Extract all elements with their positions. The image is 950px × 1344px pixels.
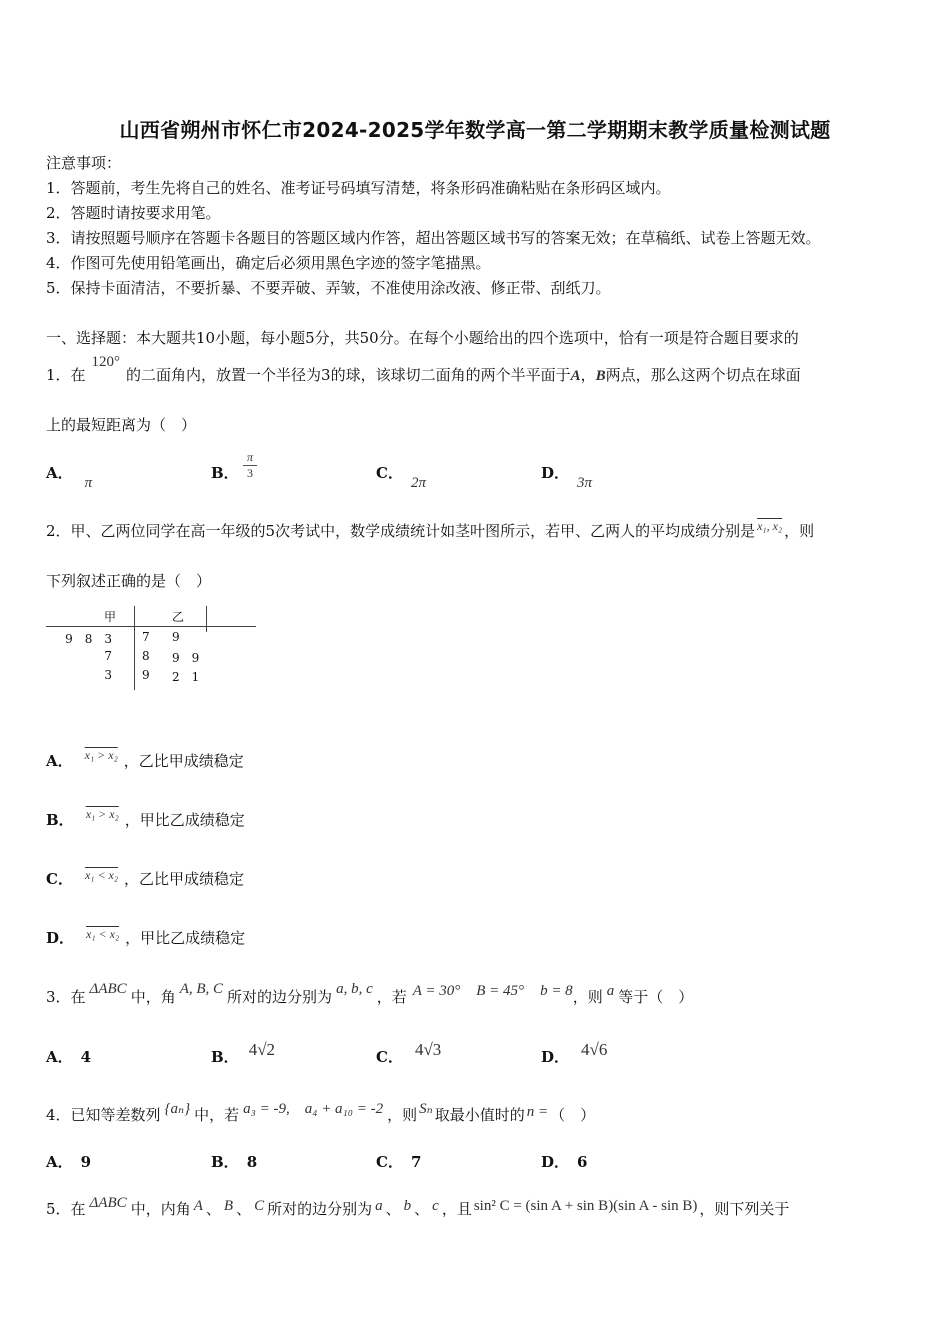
q2-option-c[interactable] (46, 868, 244, 889)
option-value: 7 (410, 1153, 422, 1171)
q5-side-a: a (375, 1198, 383, 1214)
plot-leaf-left: 7 (104, 649, 112, 663)
q5-sep: 、 (205, 1200, 221, 1218)
q2-option-b[interactable] (46, 809, 245, 830)
q1-text-b: 两点，那么这两个切点在球面 (605, 366, 801, 384)
q1-fraction (243, 450, 257, 481)
q5-sep: 、 (236, 1200, 252, 1218)
option-expr: x₁ < x₂ (84, 868, 119, 882)
plot-header-jia: 甲 (104, 610, 117, 624)
q2-option-d[interactable] (46, 927, 245, 948)
option-text: ，乙比甲成绩稳定 (124, 870, 245, 888)
option-label: D． (46, 929, 75, 947)
plot-leaf-right: 9 (172, 630, 180, 644)
q1-option-c[interactable] (376, 462, 426, 491)
q4-sum: Sₙ (419, 1101, 433, 1117)
q1-point-b: B (595, 368, 606, 384)
option-label: A． (46, 464, 73, 482)
option-value: 3π (577, 475, 593, 491)
fraction-den: 3 (247, 466, 253, 480)
option-value: 2π (410, 475, 426, 491)
q5-angle-b: B (223, 1198, 234, 1214)
option-value: 9 (80, 1153, 92, 1171)
q1-angle: 120° (91, 354, 121, 370)
plot-stem: 8 (142, 649, 150, 663)
q3-option-c[interactable] (376, 1040, 442, 1067)
option-value: 4√3 (414, 1040, 442, 1059)
stem-leaf-plot (46, 606, 256, 690)
q5-text: 中，内角 (130, 1200, 191, 1218)
option-text: ，甲比乙成绩稳定 (125, 929, 246, 947)
q4-option-d[interactable] (541, 1151, 587, 1172)
q1-option-b[interactable] (211, 450, 253, 483)
option-label: C． (376, 1048, 403, 1066)
section-heading: 一、选择题：本大题共10小题，每小题5分，共50分。在每个小题给出的四个选项中，恰有一项是符合题目要求的 (46, 329, 799, 347)
option-value: 4 (80, 1048, 92, 1066)
q1-line1 (46, 354, 801, 385)
q4-text: 取最小值时的 (434, 1106, 525, 1124)
fraction-num: π (243, 450, 257, 466)
q1-option-a[interactable] (46, 462, 93, 491)
option-value: 4√2 (248, 1040, 276, 1059)
note-item-2: 2．答题时请按要求用笔。 (46, 204, 221, 222)
plot-leaf-left: 9 8 3 (65, 632, 112, 646)
q4-text: （ ） (550, 1106, 596, 1124)
note-item-4: 4．作图可先使用铅笔画出，确定后必须用黑色字迹的签字笔描黑。 (46, 254, 491, 272)
q3-triangle: ΔABC (89, 981, 127, 997)
q3-num: 3．在 (46, 988, 86, 1006)
q3-cond-side: b = 8 (540, 983, 573, 999)
option-text: ，乙比甲成绩稳定 (123, 752, 244, 770)
q5-equation: sin² C = (sin A + sin B)(sin A - sin B) (473, 1198, 698, 1214)
plot-header-yi: 乙 (172, 610, 185, 624)
option-label: B． (211, 1048, 239, 1066)
option-label: A． (46, 752, 73, 770)
q5-text: ，则下列关于 (699, 1200, 790, 1218)
q5-side-b: b (403, 1198, 412, 1214)
q5-angle-a: A (193, 1198, 203, 1214)
option-text: ，甲比乙成绩稳定 (124, 811, 245, 829)
option-expr: x₁ > x₂ (84, 748, 118, 762)
q2-text-b: ，则 (784, 522, 815, 540)
q5-text: 所对的边分别为 (267, 1200, 373, 1218)
q2-line1 (46, 520, 814, 541)
option-value: 6 (577, 1153, 588, 1171)
option-label: B． (46, 811, 74, 829)
q3-line1 (46, 981, 694, 1007)
q3-cond-a: A = 30° (412, 983, 461, 999)
q4-option-b[interactable] (211, 1151, 257, 1172)
option-label: A． (46, 1153, 73, 1171)
q1-text-a: 的二面角内，放置一个半径为3的球，该球切二面角的两个半平面于 (126, 366, 571, 384)
q2-line2: 下列叙述正确的是（ ） (46, 572, 212, 590)
q3-option-b[interactable] (211, 1040, 276, 1067)
option-value: π (84, 475, 93, 491)
page-title: 山西省朔州市怀仁市2024-2025学年数学高一第二学期期末教学质量检测试题 (119, 118, 831, 142)
option-expr: x₁ < x₂ (86, 927, 120, 941)
q3-angles: A, B, C (179, 981, 224, 997)
q3-sides: a, b, c (336, 981, 373, 997)
q5-side-c: c (432, 1198, 439, 1214)
q4-text: 中，若 (194, 1106, 240, 1124)
q3-option-a[interactable] (46, 1046, 91, 1067)
q4-n: n = (526, 1104, 549, 1120)
q5-num: 5．在 (46, 1200, 86, 1218)
plot-stem: 7 (142, 630, 150, 644)
q2-vars: x₁, x₂ (757, 519, 783, 533)
q4-num: 4．已知等差数列 (46, 1106, 161, 1124)
q1-num: 1．在 (46, 366, 86, 384)
q3-text: ，若 (376, 988, 407, 1006)
option-label: B． (211, 464, 239, 482)
plot-header-line (206, 606, 207, 632)
option-value: 4√6 (581, 1040, 608, 1059)
option-label: D． (541, 1153, 570, 1171)
option-label: B． (211, 1153, 239, 1171)
q2-text-a: 2．甲、乙两位同学在高一年级的5次考试中，数学成绩统计如茎叶图所示，若甲、乙两人的平均成绩分别是 (46, 522, 756, 540)
q3-cond-b: B = 45° (476, 983, 525, 999)
q4-text: ，则 (387, 1106, 418, 1124)
q2-option-a[interactable] (46, 750, 244, 771)
option-value: 8 (246, 1153, 258, 1171)
option-label: D． (541, 464, 570, 482)
q5-line1: 5．在 ΔABC 中，内角 A 、 B 、 C 所对的边分别为 a 、 b 、 c ，且 sin² C = (sin A + sin B)(sin A - sin B) ，则下列关于 (46, 1195, 790, 1218)
q3-var-a: a (606, 983, 615, 999)
option-label: A． (46, 1048, 73, 1066)
q5-triangle: ΔABC (89, 1195, 127, 1211)
plot-stem-line (134, 606, 135, 690)
q1-line2: 上的最短距离为（ ） (46, 416, 197, 434)
q4-condition: a₃ = -9, a₄ + a₁₀ = -2 (243, 1101, 384, 1117)
q4-line1 (46, 1101, 596, 1125)
option-expr: x₁ > x₂ (85, 807, 119, 821)
plot-leaf-left: 3 (104, 668, 112, 682)
option-label: C． (46, 870, 73, 888)
option-label: C． (376, 464, 403, 482)
q1-sep: ， (580, 366, 596, 384)
plot-leaf-right: 2 1 (172, 670, 200, 684)
q3-text: 所对的边分别为 (227, 988, 333, 1006)
q5-angle-c: C (254, 1198, 265, 1214)
q1-option-d[interactable] (541, 462, 593, 491)
plot-stem: 9 (142, 668, 150, 682)
q4-option-c[interactable] (376, 1151, 421, 1172)
option-label: C． (376, 1153, 403, 1171)
plot-divider (46, 626, 256, 627)
note-item-1: 1．答题前，考生先将自己的姓名、准考证号码填写清楚，将条形码准确粘贴在条形码区域内。 (46, 179, 671, 197)
q5-text: ，且 (441, 1200, 472, 1218)
option-label: D． (541, 1048, 570, 1066)
q4-sequence: {aₙ} (164, 1101, 191, 1117)
note-item-5: 5．保持卡面清洁，不要折暴、不要弄破、弄皱，不准使用涂改液、修正带、刮纸刀。 (46, 279, 611, 297)
q3-text: 中，角 (130, 988, 176, 1006)
note-item-3: 3．请按照题号顺序在答题卡各题目的答题区域内作答，超出答题区域书写的答案无效；在草稿纸、试卷上答题无效。 (46, 229, 821, 247)
q3-text: ，则 (572, 988, 603, 1006)
q3-option-d[interactable] (541, 1040, 608, 1067)
q1-point-a: A (570, 368, 581, 384)
q4-option-a[interactable] (46, 1151, 91, 1172)
plot-leaf-right: 9 9 (172, 651, 200, 665)
q3-text: 等于（ ） (618, 988, 694, 1006)
notes-heading: 注意事项： (46, 154, 122, 172)
